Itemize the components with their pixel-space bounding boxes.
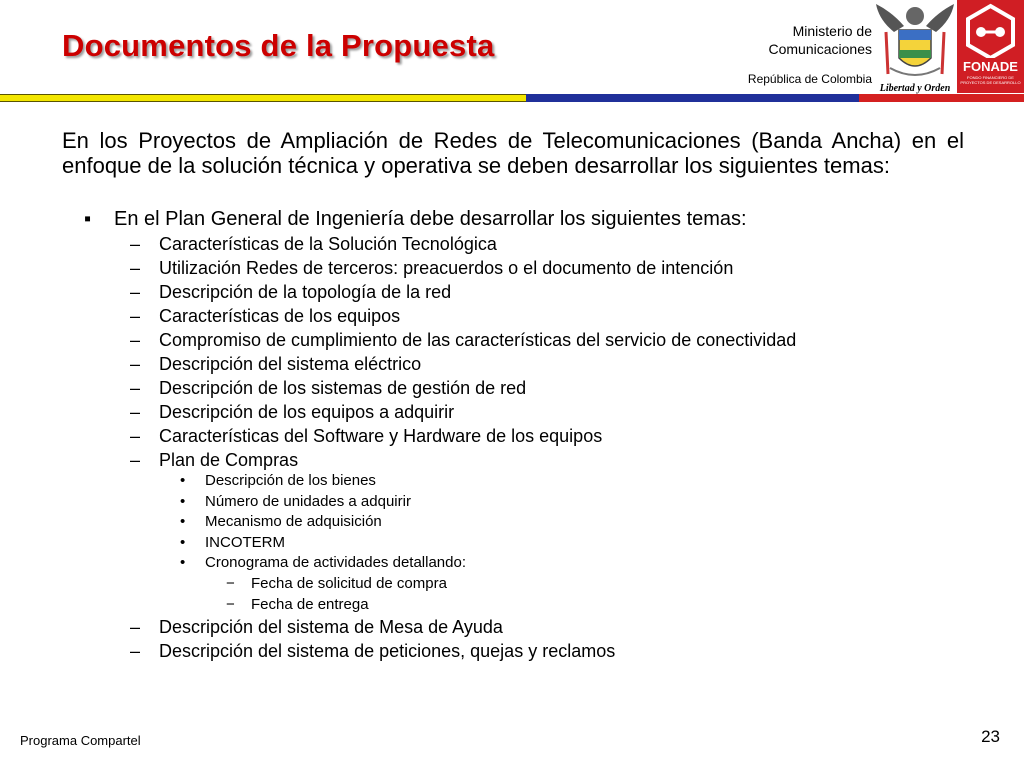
fonade-hexagon-icon [957,0,1024,58]
intro-paragraph: En los Proyectos de Ampliación de Redes de Telecomunicaciones (Banda Ancha) en el enfoque de la solución técnica y operativa se deben desarrollar los siguientes temas: [62,128,964,178]
bullet-marker: • [180,533,186,551]
list-item-text: Número de unidades a adquirir [205,492,411,510]
bullet-marker: – [130,402,141,422]
page-number: 23 [981,727,1000,746]
colombia-crest-logo [874,2,956,94]
list-item-text: Descripción de los bienes [205,472,376,489]
bullet-marker: – [130,354,141,374]
slide-title: Documentos de la Propuesta [62,28,495,63]
bullet-marker: – [130,330,141,350]
bullet-marker: • [180,492,186,510]
bullet-marker: • [180,554,186,571]
list-item-text: Características de los equipos [159,306,401,326]
bullet-marker: ▪ [84,208,92,230]
list-item-text: Compromiso de cumplimiento de las características del servicio de conectividad [159,330,797,350]
list-item-text: Fecha de solicitud de compra [251,575,447,592]
footer-program: Programa Compartel [20,733,141,748]
divider-bar-yellow [0,94,526,102]
republic-label: República de Colombia [747,72,872,86]
bullet-marker: − [226,595,235,613]
bullet-marker: – [130,426,141,446]
divider-bar-red [859,94,1024,102]
fonade-subtitle: FONDO FINANCIERO DE PROYECTOS DE DESARROLLO [960,75,1021,85]
crest-icon [874,2,956,82]
ministry-name [769,22,873,58]
bullet-marker: – [130,282,141,302]
list-item-text: Descripción de los sistemas de gestión de red [159,378,527,398]
list-item-text: Cronograma de actividades detallando: [205,554,466,571]
bullet-marker: – [130,617,141,637]
list-item-text: Descripción del sistema de peticiones, quejas y reclamos [159,641,616,661]
list-item-text: Mecanismo de adquisición [205,513,382,530]
list-item-text: Fecha de entrega [251,595,369,613]
list-item-text: INCOTERM [205,533,285,551]
bullet-marker: − [226,575,235,592]
bullet-marker: • [180,513,186,530]
list-item-text: Plan de Compras [159,450,299,470]
list-item-text: En el Plan General de Ingeniería debe desarrollar los siguientes temas: [114,208,747,230]
list-item-text: Descripción del sistema eléctrico [159,354,422,374]
bullet-marker: – [130,306,141,326]
bullet-marker: • [180,472,186,489]
crest-motto: Libertad y Orden [879,83,951,94]
list-item-text: Descripción del sistema de Mesa de Ayuda [159,617,503,637]
divider-bar-blue [526,94,859,102]
list-item-text: Utilización Redes de terceros: preacuerdos o el documento de intención [159,258,734,278]
list-item-text: Características de la Solución Tecnológica [159,234,497,254]
bullet-marker: – [130,641,141,661]
bullet-marker: – [130,258,141,278]
ministry-line1: Ministerio de [792,23,872,39]
bullet-marker: – [130,450,141,470]
bullet-marker: – [130,378,141,398]
list-item-text: Características del Software y Hardware de los equipos [159,426,603,446]
fonade-logo [957,0,1024,93]
bullet-marker: – [130,234,141,254]
list-item-text: Descripción de los equipos a adquirir [159,402,455,422]
list-item-text: Descripción de la topología de la red [159,282,452,302]
fonade-name: FONADE [963,59,1018,74]
ministry-line2: Comunicaciones [768,41,872,57]
